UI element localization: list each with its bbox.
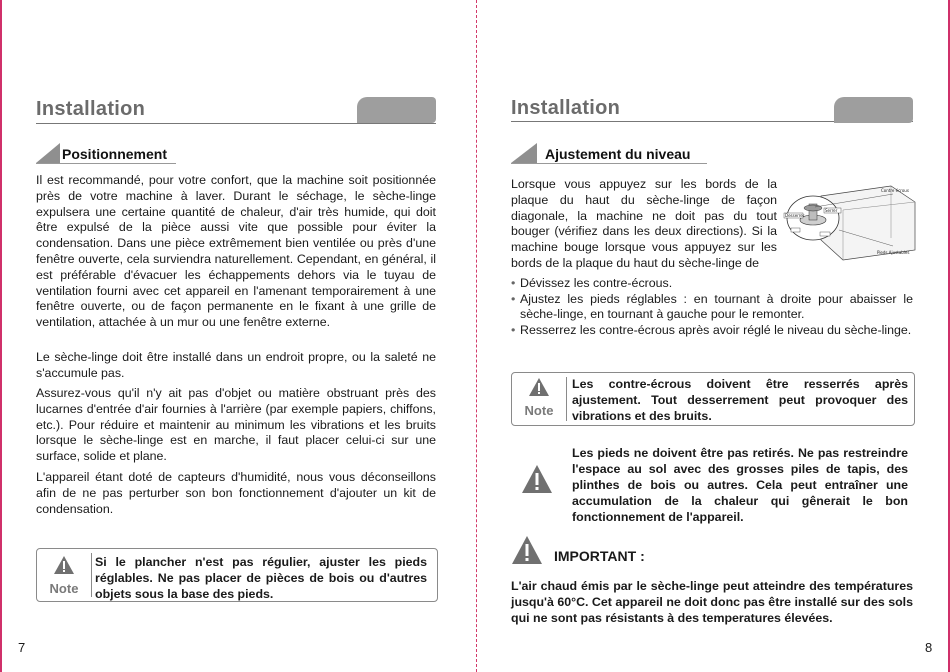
right-note-divider <box>566 377 567 421</box>
leveling-intro: Lorsque vous appuyez sur les bords de la plaque du haut du sèche-linge de façon diagonale, la machine ne doit pas du tout bouger (vérifiez dans les deux directions). Si la machine bouge lorsque vous appuyez sur les bords de la plaque du haut du sèche-linge de <box>511 177 777 270</box>
diagram-label-contre-ecrous: Contre écrous <box>881 188 909 193</box>
leveling-step: • Ajustez les pieds réglables : en tournant à droite pour abaisser le sèche-linge, en tournant à gauche pour le remonter. <box>511 292 913 323</box>
leveling-feet-diagram <box>781 180 917 264</box>
left-page-number: 7 <box>18 640 26 655</box>
diagram-label-serrer: Serrer <box>825 208 838 213</box>
left-header-tab <box>357 97 436 123</box>
left-section-rule <box>36 163 176 164</box>
right-page-title: Installation <box>511 97 621 119</box>
paragraph-2: Le sèche-linge doit être installé dans un endroit propre, ou la saleté ne s'accumule pas. <box>36 350 436 380</box>
left-note-box <box>36 548 438 602</box>
leveling-step: • Resserrez les contre-écrous après avoir réglé le niveau du sèche-linge. <box>511 323 913 339</box>
right-header-tab <box>834 97 913 123</box>
important-text: L'air chaud émis par le sèche-linge peut atteindre des températures jusqu'à 60°C. Cet appareil ne doit donc pas être installé sur des sols qui ne sont pas résistants à des temperatures élevées. <box>511 579 913 625</box>
right-note-label: Note <box>524 403 554 418</box>
warning-triangle-icon <box>521 464 553 494</box>
left-note-icon-group <box>37 555 91 596</box>
right-section-title: Ajustement du niveau <box>545 146 691 162</box>
leveling-steps <box>511 276 913 338</box>
section-triangle-icon <box>36 143 60 163</box>
right-section-rule <box>511 163 707 164</box>
right-note-icon-group <box>512 377 566 418</box>
section-triangle-icon <box>511 143 537 163</box>
left-note-divider <box>91 553 92 597</box>
right-note-box <box>511 372 915 426</box>
diagram-label-desserrer: Desserrer <box>785 213 805 218</box>
important-warning-icon <box>511 535 543 565</box>
important-heading: IMPORTANT : <box>554 548 645 564</box>
paragraph-3: Assurez-vous qu'il n'y ait pas d'objet ou matière obstruant près des lucarnes d'entrée d'air fournies à l'arrière (par exemple papiers, chiffons, etc.). Pour réduire et maintenir au minimum les vibrations et les bruits lorsque le sèche-linge est en marche, il faut placer celui-ci sur une surface, solide et plane. <box>36 386 436 464</box>
warning-icon <box>53 555 75 575</box>
left-title-rule <box>36 123 436 124</box>
left-note-text: Si le plancher n'est pas régulier, ajuster les pieds réglables. Ne pas placer de pièces de bois ou d'autres objets sous la base des pieds. <box>95 555 427 601</box>
left-page-title: Installation <box>36 98 146 120</box>
warning-icon <box>528 377 550 397</box>
paragraph-1: Il est recommandé, pour votre confort, que la machine soit positionnée près de votre machine à laver. Durant le séchage, le sèche-linge expulsera une certaine quantité de chaleur, d'air très humide, qui doit être expulsé de la pièce aussi vite que possible pour éviter la condensation. Dans une pièce extrêmement bien ventilée ou près d'une fenêtre ouverte, cela surviendra naturellement. Cependant, en général, il est préférable d'évacuer les échappements dehors via le tuyau de ventilation fourni avec cet appareil en l'amenant temporairement à une fenêtre ouverte, ou de façon permanente en le fixant à une grille de ventilation, attachée à un mur ou une fenêtre externe. <box>36 173 436 330</box>
diagram-label-pieds-ajustables: Pieds Ajustables <box>877 250 910 255</box>
leveling-step: • Dévissez les contre-écrous. <box>511 276 913 292</box>
left-note-label: Note <box>49 581 79 596</box>
left-section-title: Positionnement <box>62 146 168 162</box>
feet-warning-text: Les pieds ne doivent être pas retirés. Ne pas restreindre l'espace au sol avec des grosses piles de tapis, des plinthes de bois ou autres. Cela peut entraîner une accumulation de la chaleur qui gênerait le bon fonctionnement de l'appareil. <box>572 446 908 524</box>
right-page-number: 8 <box>925 640 933 655</box>
right-note-text: Les contre-écrous doivent être resserrés après ajustement. Tout desserrement peut provoquer des vibrations et des bruits. <box>572 377 908 423</box>
paragraph-4: L'appareil étant doté de capteurs d'humidité, nous vous déconseillons afin de ne pas perturber son bon fonctionnement d'ajouter un kit de condensation. <box>36 470 436 516</box>
right-page <box>477 0 950 672</box>
